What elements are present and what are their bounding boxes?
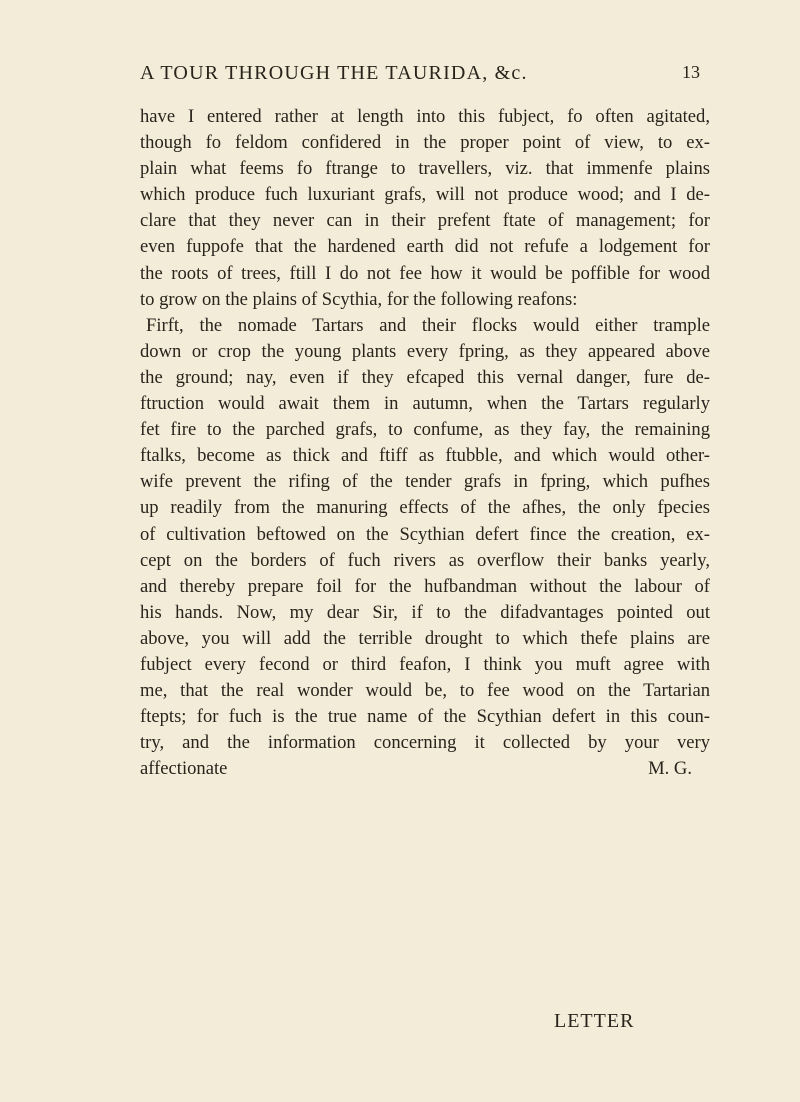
text-line: ftalks, become as thick and ftiff as ftubble, and which would other- <box>140 445 710 467</box>
running-head <box>140 62 700 92</box>
text-line: his hands. Now, my dear Sir, if to the difadvantages pointed out <box>140 601 710 623</box>
text-line: down or crop the young plants every fpring, as they appeared above <box>140 340 710 362</box>
letter-body <box>140 104 710 782</box>
text-line: fubject every fecond or third feafon, I think you muft agree with <box>140 653 710 675</box>
text-line: plain what feems fo ftrange to travellers, viz. that immenfe plains <box>140 158 710 180</box>
text-line: the roots of trees, ftill I do not fee how it would be poffible for wood <box>140 262 710 284</box>
page-number: 13 <box>682 62 700 82</box>
text-line: clare that they never can in their prefent ftate of management; for <box>140 210 710 232</box>
text-line: have I entered rather at length into this fubject, fo often agitated, <box>140 106 710 127</box>
text-line: the ground; nay, even if they efcaped this vernal danger, fure de- <box>140 366 710 388</box>
signature: M. G. <box>648 758 692 780</box>
text-line: above, you will add the terrible drought to which thefe plains are <box>140 627 710 649</box>
text-line: to grow on the plains of Scythia, for the following reafons: <box>140 288 578 310</box>
text-line: ftruction would await them in autumn, when the Tartars regularly <box>140 393 710 415</box>
text-line: wife prevent the rifing of the tender grafs in fpring, which pufhes <box>140 471 710 493</box>
text-line: up readily from the manuring effects of the afhes, the only fpecies <box>140 497 710 519</box>
text-line: though fo feldom confidered in the proper point of view, to ex- <box>140 132 710 154</box>
closing-line <box>140 756 710 782</box>
text-line: try, and the information concerning it collected by your very <box>140 732 710 754</box>
text-line: ftepts; for fuch is the true name of the Scythian defert in this coun- <box>140 706 710 728</box>
running-title: A TOUR THROUGH THE TAURIDA, &c. <box>140 62 528 84</box>
text-line: fet fire to the parched grafs, to confume, as they fay, the remaining <box>140 419 710 441</box>
text-line: and thereby prepare foil for the hufbandman without the labour of <box>140 575 710 597</box>
text-line: even fuppofe that the hardened earth did not refufe a lodgement for <box>140 236 710 258</box>
text-line: which produce fuch luxuriant grafs, will not produce wood; and I de- <box>140 184 710 206</box>
text-line: Firft, the nomade Tartars and their flocks would either trample <box>146 314 710 336</box>
text-line: cept on the borders of fuch rivers as overflow their banks yearly, <box>140 549 710 571</box>
catchword: LETTER <box>554 1010 635 1032</box>
text-line: me, that the real wonder would be, to fee wood on the Tartarian <box>140 680 710 702</box>
text-line: of cultivation beftowed on the Scythian defert fince the creation, ex- <box>140 523 710 545</box>
closing-word: affectionate <box>140 758 228 780</box>
